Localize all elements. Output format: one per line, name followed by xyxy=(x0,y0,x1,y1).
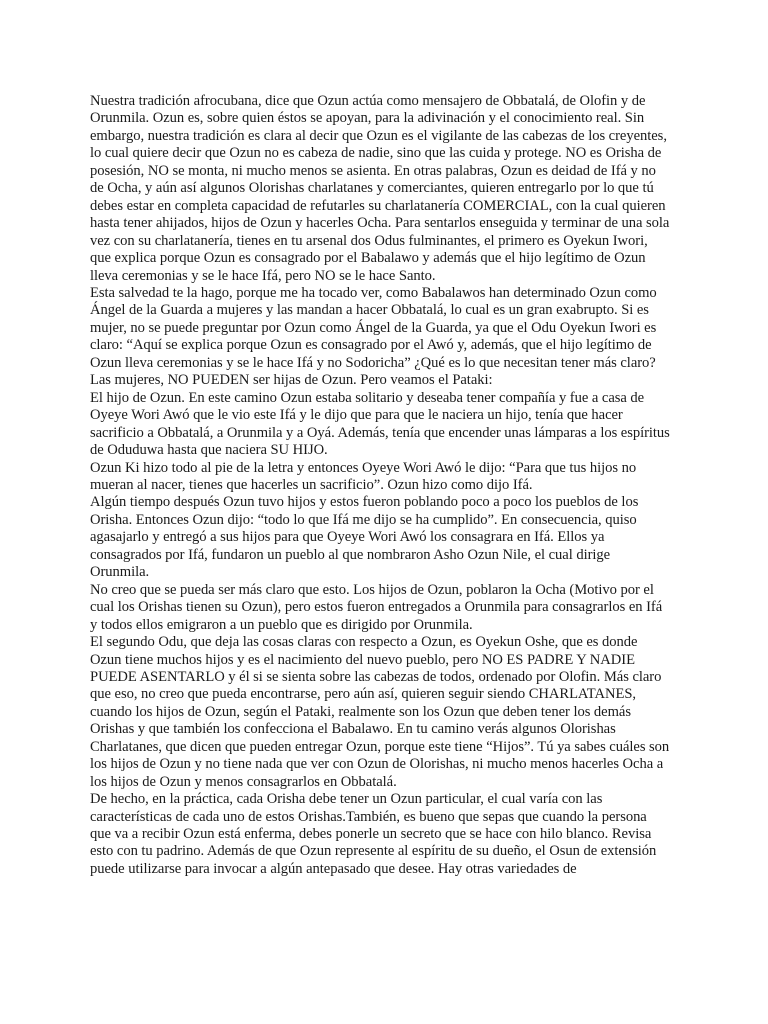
paragraph: No creo que se pueda ser más claro que esto. Los hijos de Ozun, poblaron la Ocha (Motivo por el cual los Orishas tienen su Ozun), pero estos fueron entregados a Orunmila para consagrarlos en Ifá y todos ellos emigraron a un pueblo que es dirigido por Orunmila. xyxy=(90,581,663,633)
paragraph: Esta salvedad te la hago, porque me ha tocado ver, como Babalawos han determinado Ozun como Ángel de la Guarda a mujeres y las mandan a hacer Obbatalá, lo cual es un gran exabrupto. Si es mujer, no se puede preguntar por Ozun como Ángel de la Guarda, ya que el Odu Oyekun Iwori es claro: “Aquí se explica porque Ozun es consagrado por el Awó y, además, que el hijo legítimo de Ozun lleva ceremonias y se le hace Ifá y no Sodoricha” ¿Qué es lo que necesitan tener más claro? Las mujeres, NO PUEDEN ser hijas de Ozun. Pero veamos el Pataki: xyxy=(90,284,657,389)
paragraph: Ozun Ki hizo todo al pie de la letra y entonces Oyeye Wori Awó le dijo: “Para que tus hijos no mueran al nacer, tienes que hacerles un sacrificio”. Ozun hizo como dijo Ifá. xyxy=(90,459,637,493)
paragraph: El segundo Odu, que deja las cosas claras con respecto a Ozun, es Oyekun Oshe, que es donde Ozun tiene muchos hijos y es el nacimiento del nuevo pueblo, pero NO ES PADRE Y NADIE PUEDE ASENTARLO y él si se sienta sobre las cabezas de todos, ordenado por Olofin. Más claro que eso, no creo que pueda encontrarse, pero aún así, quieren seguir siendo CHARLATANES, cuando los hijos de Ozun, según el Pataki, realmente son los Ozun que deben tener los demás Orishas y que también los confecciona el Babalawo. En tu camino verás algunos Olorishas Charlatanes, que dicen que pueden entregar Ozun, porque este tiene “Hijos”. Tú ya sabes cuáles son los hijos de Ozun y no tiene nada que ver con Ozun de Olorishas, ni mucho menos hacerles Ocha a los hijos de Ozun y menos consagrarlos en Obbatalá. xyxy=(90,634,670,790)
paragraph: Algún tiempo después Ozun tuvo hijos y estos fueron poblando poco a poco los pueblos de los Orisha. Entonces Ozun dijo: “todo lo que Ifá me dijo se ha cumplido”. En consecuencia, quiso agasajarlo y entregó a sus hijos para que Oyeye Wori Awó los consagrara en Ifá. Ellos ya consagrados por Ifá, fundaron un pueblo al que nombraron Asho Ozun Nile, el cual dirige Orunmila. xyxy=(90,494,639,581)
paragraph: Nuestra tradición afrocubana, dice que Ozun actúa como mensajero de Obbatalá, de Olofin y de Orunmila. Ozun es, sobre quien éstos se apoyan, para la adivinación y el conocimiento real. Sin embargo, nuestra tradición es clara al decir que Ozun es el vigilante de las cabezas de los creyentes, lo cual quiere decir que Ozun no es cabeza de nadie, sino que las cuida y protege. NO es Orisha de posesión, NO se monta, ni mucho menos se asienta. En otras palabras, Ozun es deidad de Ifá y no de Ocha, y aún así algunos Olorishas charlatanes y comerciantes, quieren entregarlo por lo que tú debes estar en completa capacidad de refutarles su charlatanería COMERCIAL, con la cual quieren hasta tener ahijados, hijos de Ozun y hacerles Ocha. Para sentarlos enseguida y terminar de una sola vez con su charlatanería, tienes en tu arsenal dos Odus fulminantes, el primero es Oyekun Iwori, que explica porque Ozun es consagrado por el Babalawo y además que el hijo legítimo de Ozun lleva ceremonias y se le hace Ifá, pero NO se le hace Santo. xyxy=(90,93,670,284)
document-body xyxy=(90,93,670,878)
paragraph: De hecho, en la práctica, cada Orisha debe tener un Ozun particular, el cual varía con las características de cada uno de estos Orishas.También, es bueno que sepas que cuando la persona que va a recibir Ozun está enferma, debes ponerle un secreto que se hace con hilo blanco. Revisa esto con tu padrino. Además de que Ozun represente al espíritu de su dueño, el Osun de extensión puede utilizarse para invocar a algún antepasado que desee. Hay otras variedades de xyxy=(90,791,657,877)
paragraph: El hijo de Ozun. En este camino Ozun estaba solitario y deseaba tener compañía y fue a casa de Oyeye Wori Awó que le vio este Ifá y le dijo que para que le naciera un hijo, tenía que hacer sacrificio a Obbatalá, a Orunmila y a Oyá. Además, tenía que encender unas lámparas a los espíritus de Oduduwa hasta que naciera SU HIJO. xyxy=(90,389,670,459)
